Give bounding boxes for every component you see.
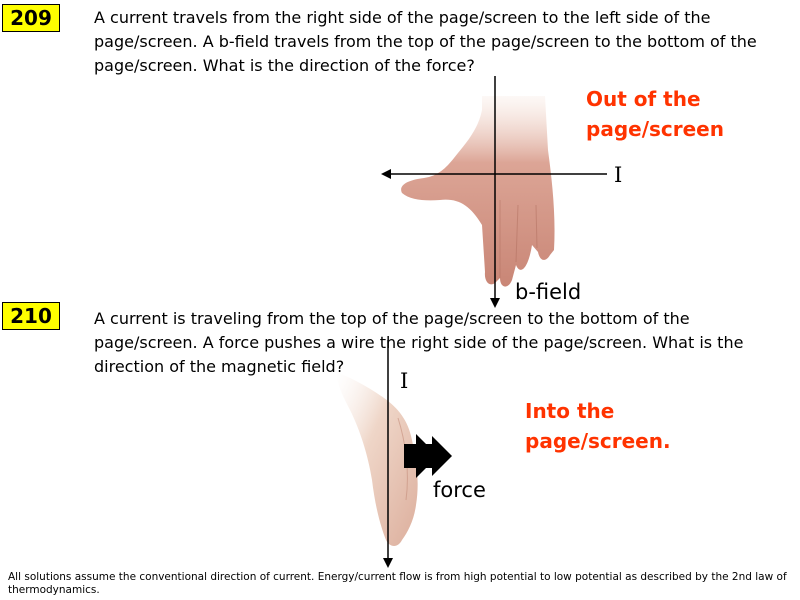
q210-force-label: force xyxy=(433,478,486,502)
q209-hand-image xyxy=(401,96,554,287)
q209-bfield-label: b-field xyxy=(515,280,582,304)
q209-number-badge: 209 xyxy=(2,4,60,32)
q210-answer xyxy=(525,396,745,456)
q209-answer-line1: Out of the xyxy=(586,87,701,111)
q209-answer xyxy=(586,84,786,144)
q209-question-text: A current travels from the right side of the page/screen to the left side of the page/screen. A b-field travels from the top of the page/screen to the bottom of the page/screen. What is the direction of the force? xyxy=(94,8,757,75)
q209-current-label: I xyxy=(614,163,623,187)
footnote: All solutions assume the conventional direction of current. Energy/current flow is from high potential to low potential as described by the 2nd law of thermodynamics. xyxy=(8,571,787,596)
q210-current-label: I xyxy=(400,369,409,393)
q210-answer-line1: Into the xyxy=(525,399,615,423)
q210-number-badge: 210 xyxy=(2,302,60,330)
q209-answer-line2: page/screen xyxy=(586,117,724,141)
q210-answer-line2: page/screen. xyxy=(525,429,671,453)
q210-question-text: A current is traveling from the top of the page/screen to the bottom of the page/screen. A force pushes a wire the right side of the page/screen. What is the direction of the magnetic field? xyxy=(94,309,744,376)
